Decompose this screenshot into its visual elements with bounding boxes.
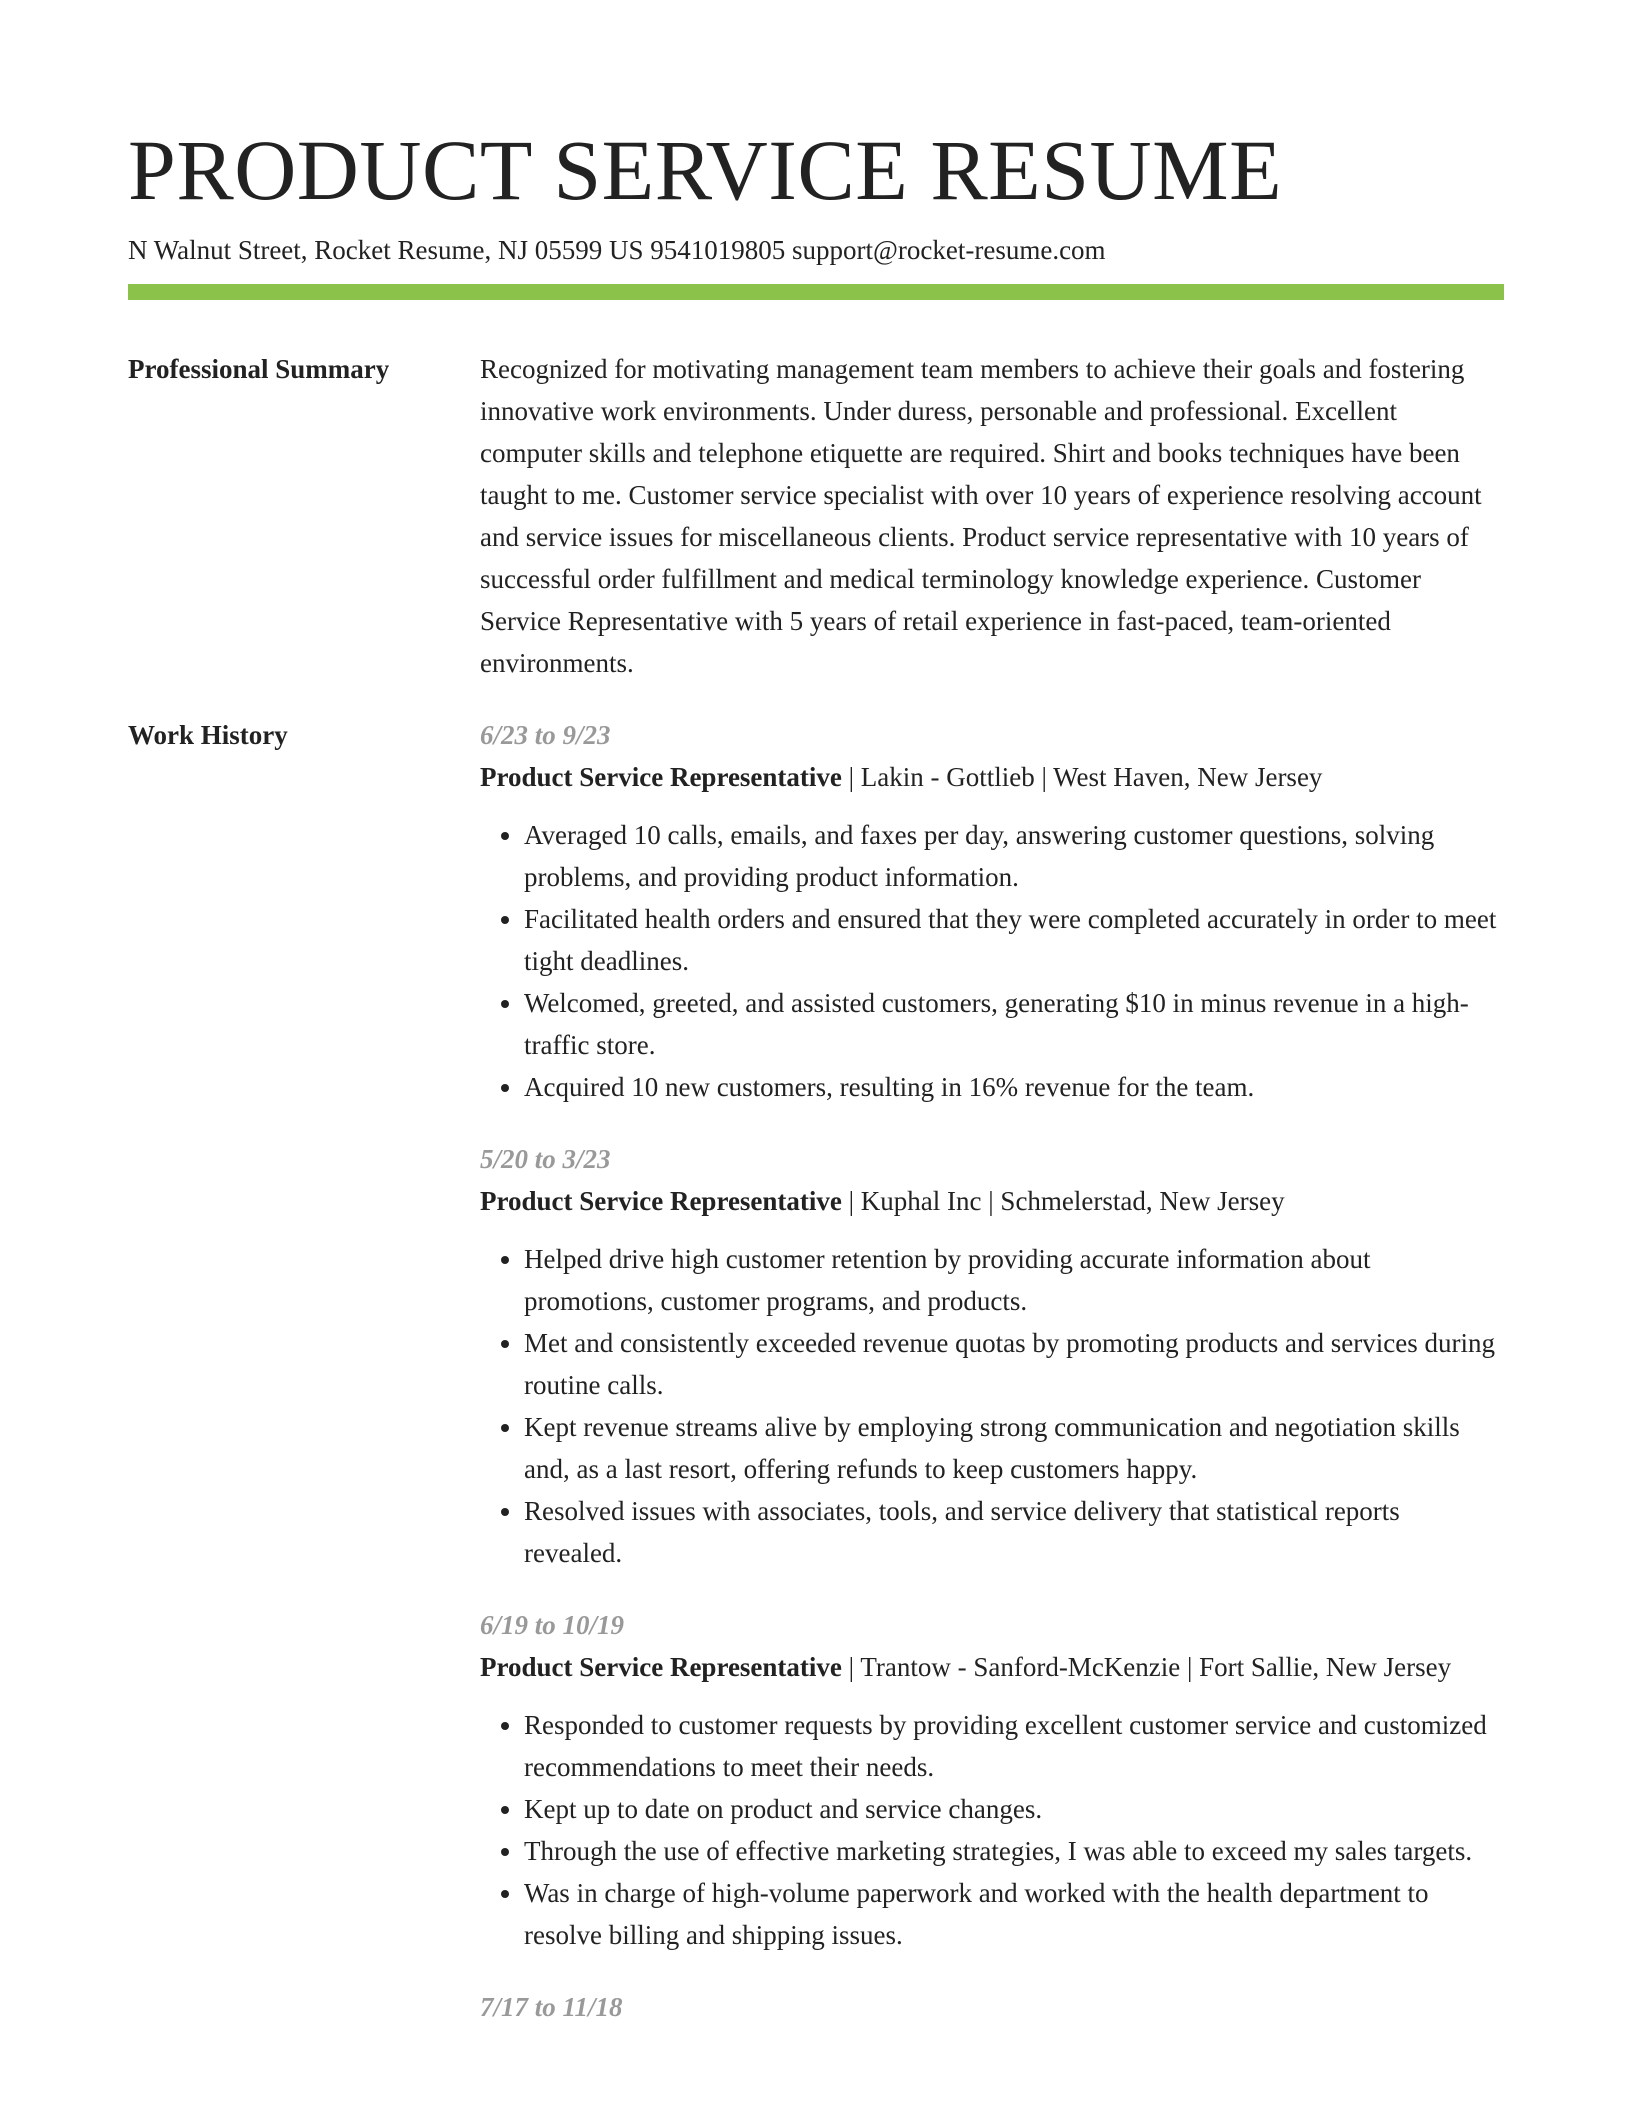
summary-label: Professional Summary (128, 354, 390, 384)
summary-text: Recognized for motivating management team members to achieve their goals and fostering innovative work environments. Under duress, personable and professional. Excellent computer skills and telephone etiquette are required. Shirt and books techniques have been taught to me. Customer service specialist with over 10 years of experience resolving account and service issues for miscellaneous clients. Product service representative with 10 years of successful order fulfillment and medical terminology knowledge experience. Customer Service Representative with 5 years of retail experience in fast-paced, team-oriented environments. (480, 354, 1482, 678)
job-details: | Trantow - Sanford-McKenzie | Fort Sallie, New Jersey (841, 1652, 1452, 1682)
job-bullet: • Through the use of effective marketing strategies, I was able to exceed my sales targets. (524, 1830, 1504, 1872)
job-dates: 6/19 to 10/19 (480, 1610, 625, 1640)
accent-divider (128, 284, 1504, 300)
job-entry (480, 1604, 1504, 1956)
job-dates: 6/23 to 9/23 (480, 720, 611, 750)
job-details: | Kuphal Inc | Schmelerstad, New Jersey (841, 1186, 1285, 1216)
contact-line: N Walnut Street, Rocket Resume, NJ 05599 US 9541019805 support@rocket-resume.com (128, 235, 1106, 265)
resume-title: PRODUCT SERVICE RESUME (128, 122, 1283, 218)
job-heading (480, 756, 1504, 798)
job-bullet: • Met and consistently exceeded revenue quotas by promoting products and services during routine calls. (524, 1322, 1504, 1406)
job-bullets (480, 814, 1504, 1108)
job-bullets (480, 1704, 1504, 1956)
resume-page (128, 120, 1504, 2028)
job-bullet: • Was in charge of high-volume paperwork and worked with the health department to resolve billing and shipping issues. (524, 1872, 1504, 1956)
job-bullet: • Kept revenue streams alive by employing strong communication and negotiation skills and, as a last resort, offering refunds to keep customers happy. (524, 1406, 1504, 1490)
job-bullet: • Helped drive high customer retention by providing accurate information about promotions, customer programs, and products. (524, 1238, 1504, 1322)
work-history-label: Work History (128, 720, 288, 750)
work-history-section (128, 714, 1504, 2028)
work-history-list (480, 714, 1504, 2028)
job-heading (480, 1646, 1504, 1688)
job-bullet: • Welcomed, greeted, and assisted customers, generating $10 in minus revenue in a high-traffic store. (524, 982, 1504, 1066)
job-dates: 7/17 to 11/18 (480, 1992, 623, 2022)
job-bullet: • Acquired 10 new customers, resulting in 16% revenue for the team. (524, 1066, 1504, 1108)
job-bullet: • Kept up to date on product and service changes. (524, 1788, 1504, 1830)
job-entry (480, 1138, 1504, 1574)
job-bullet: • Facilitated health orders and ensured that they were completed accurately in order to meet tight deadlines. (524, 898, 1504, 982)
job-dates: 5/20 to 3/23 (480, 1144, 611, 1174)
job-details: | Lakin - Gottlieb | West Haven, New Jersey (841, 762, 1323, 792)
summary-section (128, 348, 1504, 684)
job-bullet: • Responded to customer requests by providing excellent customer service and customized recommendations to meet their needs. (524, 1704, 1504, 1788)
job-title: Product Service Representative (480, 1652, 842, 1682)
job-title: Product Service Representative (480, 1186, 842, 1216)
job-bullet: • Resolved issues with associates, tools, and service delivery that statistical reports revealed. (524, 1490, 1504, 1574)
job-entry (480, 714, 1504, 1108)
job-bullet: • Averaged 10 calls, emails, and faxes per day, answering customer questions, solving problems, and providing product information. (524, 814, 1504, 898)
job-entry (480, 1986, 1504, 2028)
job-heading (480, 1180, 1504, 1222)
job-title: Product Service Representative (480, 762, 842, 792)
job-bullets (480, 1238, 1504, 1574)
